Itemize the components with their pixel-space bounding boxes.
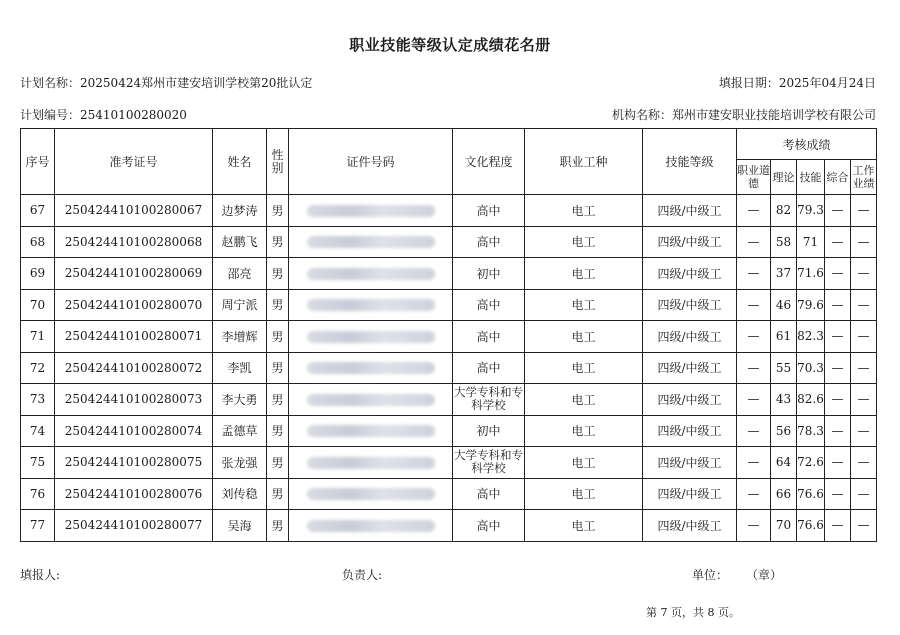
- plan-name-line: [20, 74, 312, 91]
- cell-skill-level: 四级/中级工: [643, 510, 737, 542]
- cell-occupation: 电工: [525, 478, 643, 510]
- cell-seq: 76: [21, 478, 55, 510]
- cell-education: 高中: [453, 289, 525, 321]
- cell-ticket-no: 250424410100280071: [55, 321, 213, 353]
- org-label: 机构名称：: [611, 108, 672, 122]
- cell-ethics: —: [737, 415, 771, 447]
- cell-skill: 71: [797, 226, 825, 258]
- cell-overall: —: [825, 478, 851, 510]
- cell-overall: —: [825, 352, 851, 384]
- cell-work-performance: —: [851, 510, 877, 542]
- plan-name-value: 20250424郑州市建安培训学校第20批认定: [80, 76, 313, 90]
- cell-ticket-no: 250424410100280069: [55, 258, 213, 290]
- cell-overall: —: [825, 415, 851, 447]
- table-row: [21, 352, 877, 384]
- cell-name: 赵鹏飞: [213, 226, 267, 258]
- cell-id-redacted: [289, 352, 453, 384]
- cell-skill-level: 四级/中级工: [643, 478, 737, 510]
- cell-name: 邵亮: [213, 258, 267, 290]
- cell-overall: —: [825, 195, 851, 227]
- filler-label: 填报人:: [20, 568, 61, 582]
- redaction-blur: [307, 268, 435, 280]
- cell-id-redacted: [289, 478, 453, 510]
- fill-date-label: 填报日期：: [718, 76, 779, 90]
- cell-ethics: —: [737, 447, 771, 479]
- plan-no-label: 计划编号：: [20, 108, 81, 122]
- cell-overall: —: [825, 384, 851, 416]
- cell-skill-level: 四级/中级工: [643, 258, 737, 290]
- cell-skill: 70.3: [797, 352, 825, 384]
- org-line: [612, 106, 876, 123]
- cell-education: 高中: [453, 195, 525, 227]
- cell-skill: 76.6: [797, 478, 825, 510]
- cell-education: 大学专科和专科学校: [453, 447, 525, 479]
- cell-theory: 64: [771, 447, 797, 479]
- cell-work-performance: —: [851, 226, 877, 258]
- cell-name: 孟德草: [213, 415, 267, 447]
- cell-theory: 66: [771, 478, 797, 510]
- redaction-blur: [307, 331, 435, 343]
- redaction-blur: [307, 394, 435, 406]
- header-ethics: 职业道德: [737, 160, 771, 195]
- cell-id-redacted: [289, 289, 453, 321]
- redaction-blur: [307, 236, 435, 248]
- cell-ticket-no: 250424410100280072: [55, 352, 213, 384]
- cell-ticket-no: 250424410100280076: [55, 478, 213, 510]
- document-title: 职业技能等级认定成绩花名册: [349, 36, 551, 54]
- table-row: [21, 415, 877, 447]
- plan-no-line: [20, 106, 187, 123]
- cell-work-performance: —: [851, 321, 877, 353]
- cell-skill-level: 四级/中级工: [643, 321, 737, 353]
- cell-ethics: —: [737, 478, 771, 510]
- redaction-blur: [307, 457, 435, 469]
- cell-education: 高中: [453, 510, 525, 542]
- cell-education: 初中: [453, 415, 525, 447]
- fill-date-value: 2025年04月24日: [778, 76, 876, 90]
- cell-gender: 男: [267, 226, 289, 258]
- table-row: [21, 258, 877, 290]
- redaction-blur: [307, 362, 435, 374]
- cell-id-redacted: [289, 510, 453, 542]
- cell-theory: 46: [771, 289, 797, 321]
- plan-name-label: 计划名称：: [20, 76, 81, 90]
- cell-seq: 72: [21, 352, 55, 384]
- cell-skill: 79.3: [797, 195, 825, 227]
- cell-skill: 82.6: [797, 384, 825, 416]
- header-name: 姓名: [213, 129, 267, 195]
- cell-gender: 男: [267, 258, 289, 290]
- cell-gender: 男: [267, 321, 289, 353]
- cell-occupation: 电工: [525, 447, 643, 479]
- cell-education: 高中: [453, 478, 525, 510]
- cell-skill-level: 四级/中级工: [643, 447, 737, 479]
- cell-seq: 67: [21, 195, 55, 227]
- cell-name: 边梦涛: [213, 195, 267, 227]
- cell-skill: 76.6: [797, 510, 825, 542]
- cell-theory: 61: [771, 321, 797, 353]
- seal-label: （章）: [746, 568, 783, 582]
- cell-id-redacted: [289, 321, 453, 353]
- cell-occupation: 电工: [525, 258, 643, 290]
- cell-skill: 82.3: [797, 321, 825, 353]
- redaction-blur: [307, 488, 435, 500]
- cell-name: 刘传稳: [213, 478, 267, 510]
- table-row: [21, 384, 877, 416]
- cell-gender: 男: [267, 415, 289, 447]
- header-id-number: 证件号码: [289, 129, 453, 195]
- cell-gender: 男: [267, 447, 289, 479]
- cell-skill-level: 四级/中级工: [643, 195, 737, 227]
- cell-occupation: 电工: [525, 415, 643, 447]
- cell-work-performance: —: [851, 384, 877, 416]
- table-row: [21, 289, 877, 321]
- cell-ethics: —: [737, 321, 771, 353]
- cell-education: 高中: [453, 226, 525, 258]
- cell-ticket-no: 250424410100280070: [55, 289, 213, 321]
- header-gender: 性别: [267, 129, 289, 195]
- header-skill-level: 技能等级: [643, 129, 737, 195]
- cell-overall: —: [825, 447, 851, 479]
- cell-education: 高中: [453, 352, 525, 384]
- cell-skill: 72.6: [797, 447, 825, 479]
- header-occupation: 职业工种: [525, 129, 643, 195]
- cell-ticket-no: 250424410100280074: [55, 415, 213, 447]
- cell-overall: —: [825, 226, 851, 258]
- table-row: [21, 321, 877, 353]
- cell-theory: 82: [771, 195, 797, 227]
- cell-id-redacted: [289, 226, 453, 258]
- org-value: 郑州市建安职业技能培训学校有限公司: [671, 108, 876, 122]
- cell-ethics: —: [737, 195, 771, 227]
- cell-seq: 77: [21, 510, 55, 542]
- cell-name: 李大勇: [213, 384, 267, 416]
- cell-ethics: —: [737, 384, 771, 416]
- cell-ethics: —: [737, 510, 771, 542]
- cell-overall: —: [825, 258, 851, 290]
- table-row: [21, 447, 877, 479]
- cell-gender: 男: [267, 195, 289, 227]
- page-number: 第 7 页，共 8 页。: [646, 606, 740, 619]
- cell-ticket-no: 250424410100280075: [55, 447, 213, 479]
- score-roster-table: [20, 128, 877, 542]
- unit-line: [692, 566, 782, 583]
- cell-occupation: 电工: [525, 226, 643, 258]
- cell-occupation: 电工: [525, 384, 643, 416]
- cell-skill-level: 四级/中级工: [643, 226, 737, 258]
- cell-gender: 男: [267, 384, 289, 416]
- redaction-blur: [307, 299, 435, 311]
- cell-work-performance: —: [851, 195, 877, 227]
- cell-education: 高中: [453, 321, 525, 353]
- header-education: 文化程度: [453, 129, 525, 195]
- cell-seq: 74: [21, 415, 55, 447]
- responsible-label: 负责人:: [342, 568, 383, 582]
- cell-skill-level: 四级/中级工: [643, 352, 737, 384]
- cell-seq: 71: [21, 321, 55, 353]
- cell-gender: 男: [267, 352, 289, 384]
- cell-theory: 43: [771, 384, 797, 416]
- cell-ethics: —: [737, 289, 771, 321]
- cell-occupation: 电工: [525, 510, 643, 542]
- cell-ethics: —: [737, 352, 771, 384]
- table-row: [21, 195, 877, 227]
- cell-occupation: 电工: [525, 321, 643, 353]
- header-theory: 理论: [771, 160, 797, 195]
- cell-occupation: 电工: [525, 289, 643, 321]
- cell-occupation: 电工: [525, 352, 643, 384]
- cell-ticket-no: 250424410100280073: [55, 384, 213, 416]
- header-ticket-no: 准考证号: [55, 129, 213, 195]
- cell-skill-level: 四级/中级工: [643, 384, 737, 416]
- cell-ticket-no: 250424410100280067: [55, 195, 213, 227]
- cell-skill-level: 四级/中级工: [643, 415, 737, 447]
- cell-id-redacted: [289, 384, 453, 416]
- cell-id-redacted: [289, 415, 453, 447]
- cell-skill: 78.3: [797, 415, 825, 447]
- cell-education: 大学专科和专科学校: [453, 384, 525, 416]
- cell-name: 周宁派: [213, 289, 267, 321]
- redaction-blur: [307, 520, 435, 532]
- cell-overall: —: [825, 321, 851, 353]
- table-row: [21, 226, 877, 258]
- cell-ticket-no: 250424410100280068: [55, 226, 213, 258]
- cell-occupation: 电工: [525, 195, 643, 227]
- cell-seq: 70: [21, 289, 55, 321]
- table-row: [21, 478, 877, 510]
- cell-name: 李凯: [213, 352, 267, 384]
- cell-seq: 75: [21, 447, 55, 479]
- fill-date-line: [719, 74, 876, 91]
- cell-seq: 73: [21, 384, 55, 416]
- cell-seq: 68: [21, 226, 55, 258]
- cell-id-redacted: [289, 195, 453, 227]
- cell-skill: 79.6: [797, 289, 825, 321]
- table-row: [21, 510, 877, 542]
- header-seq: 序号: [21, 129, 55, 195]
- cell-id-redacted: [289, 258, 453, 290]
- cell-id-redacted: [289, 447, 453, 479]
- cell-skill-level: 四级/中级工: [643, 289, 737, 321]
- cell-theory: 56: [771, 415, 797, 447]
- cell-theory: 58: [771, 226, 797, 258]
- cell-work-performance: —: [851, 289, 877, 321]
- cell-skill: 71.6: [797, 258, 825, 290]
- header-scores-group: 考核成绩: [737, 129, 877, 160]
- unit-label: 单位：: [692, 568, 729, 582]
- cell-ticket-no: 250424410100280077: [55, 510, 213, 542]
- cell-overall: —: [825, 510, 851, 542]
- redaction-blur: [307, 425, 435, 437]
- cell-work-performance: —: [851, 258, 877, 290]
- cell-work-performance: —: [851, 478, 877, 510]
- cell-name: 李增辉: [213, 321, 267, 353]
- cell-name: 张龙强: [213, 447, 267, 479]
- cell-work-performance: —: [851, 352, 877, 384]
- cell-seq: 69: [21, 258, 55, 290]
- cell-ethics: —: [737, 258, 771, 290]
- cell-gender: 男: [267, 510, 289, 542]
- header-work-performance: 工作业绩: [851, 160, 877, 195]
- cell-theory: 37: [771, 258, 797, 290]
- cell-theory: 55: [771, 352, 797, 384]
- header-overall: 综合: [825, 160, 851, 195]
- redaction-blur: [307, 205, 435, 217]
- plan-no-value: 25410100280020: [80, 108, 187, 122]
- header-skill: 技能: [797, 160, 825, 195]
- cell-name: 吴海: [213, 510, 267, 542]
- cell-work-performance: —: [851, 447, 877, 479]
- cell-work-performance: —: [851, 415, 877, 447]
- cell-education: 初中: [453, 258, 525, 290]
- cell-ethics: —: [737, 226, 771, 258]
- cell-gender: 男: [267, 289, 289, 321]
- cell-gender: 男: [267, 478, 289, 510]
- cell-overall: —: [825, 289, 851, 321]
- cell-theory: 70: [771, 510, 797, 542]
